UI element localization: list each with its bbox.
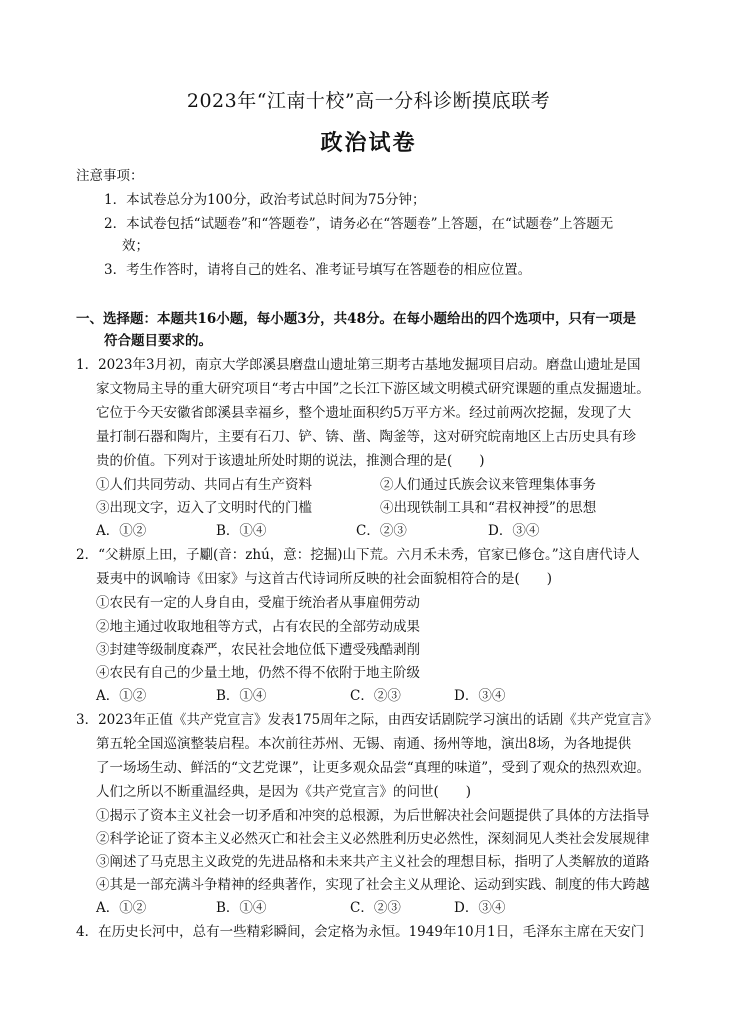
question-4-text: 4．在历史长河中，总有一些精彩瞬间，会定格为永恒。1949年10月1日，毛泽东主席在天安门 — [76, 924, 645, 940]
question-3-option-c: C．②③ — [350, 900, 401, 916]
question-1-statement: ②人们通过氏族会议来管理集体事务 — [380, 477, 596, 493]
question-2-option-c: C．②③ — [350, 688, 401, 704]
question-3-statement: ②科学论证了资本主义必然灭亡和社会主义必然胜利历史必然性，深刻洞见人类社会发展规律 — [96, 831, 650, 847]
question-2-option-d: D．③④ — [454, 688, 506, 704]
question-1-option-d: D．③④ — [488, 523, 540, 539]
question-2-statement: ①农民有一定的人身自由，受雇于统治者从事雇佣劳动 — [96, 595, 420, 611]
question-2-statement: ④农民有自己的少量土地，仍然不得不依附于地主阶级 — [96, 665, 420, 681]
question-1-text: 它位于今天安徽省郎溪县幸福乡，整个遗址面积约5万平方米。经过前两次挖掘，发现了大 — [96, 405, 632, 421]
question-3-text: 3．2023年正值《共产党宣言》发表175周年之际，由西安话剧院学习演出的话剧《共产党宣言》 — [76, 712, 658, 728]
question-2-statement: ③封建等级制度森严，农民社会地位低下遭受残酷剥削 — [96, 642, 420, 658]
question-3-text: 人们之所以不断重温经典，是因为《共产党宣言》的问世( ) — [96, 784, 472, 800]
question-2-option-a: A．①② — [96, 688, 147, 704]
question-3-statement: ③阐述了马克思主义政党的先进品格和未来共产主义社会的理想目标，指明了人类解放的道路 — [96, 854, 650, 870]
exam-subject-title: 政治试卷 — [320, 130, 417, 156]
question-3-option-b: B．①④ — [216, 900, 267, 916]
question-3-statement: ①揭示了资本主义社会一切矛盾和冲突的总根源，为后世解决社会问题提供了具体的方法指导 — [96, 808, 650, 824]
question-2-text: 聂夷中的讽喻诗《田家》与这首古代诗词所反映的社会面貌相符合的是( ) — [96, 571, 553, 587]
notice-item: 3．考生作答时，请将自己的姓名、准考证号填写在答题卷的相应位置。 — [104, 262, 532, 278]
question-1-statement: ③出现文字，迈入了文明时代的门槛 — [96, 500, 312, 516]
exam-title: 2023年“江南十校”高一分科诊断摸底联考 — [186, 90, 551, 112]
question-3-text: 第五轮全国巡演整装启程。本次前往苏州、无锡、南通、扬州等地，演出8场，为各地提供 — [96, 736, 632, 752]
question-2-option-b: B．①④ — [216, 688, 267, 704]
notice-item-continued: 效； — [122, 238, 149, 254]
question-1-option-c: C．②③ — [356, 523, 407, 539]
notice-heading: 注意事项： — [76, 168, 144, 184]
question-3-option-a: A．①② — [96, 900, 147, 916]
question-1-text: 家文物局主导的重大研究项目“考古中国”之长江下游区域文明模式研究课题的重点发掘遗址。 — [96, 381, 650, 397]
question-1-text: 量打制石器和陶片，主要有石刀、铲、锛、凿、陶釜等，这对研究皖南地区上古历史具有珍 — [96, 429, 636, 445]
question-1-text: 贵的价值。下列对于该遗址所处时期的说法，推测合理的是( ) — [96, 453, 485, 469]
question-1-statement: ④出现铁制工具和“君权神授”的思想 — [380, 500, 597, 516]
notice-item: 2．本试卷包括“试题卷”和“答题卷”，请务必在“答题卷”上答题，在“试题卷”上答题无 — [104, 216, 614, 232]
notice-item: 1．本试卷总分为100分，政治考试总时间为75分钟； — [104, 192, 426, 208]
question-3-text: 了一场场生动、鲜活的“文艺党课”，让更多观众品尝“真理的味道”，受到了观众的热烈欢迎。 — [96, 760, 651, 776]
question-3-option-d: D．③④ — [454, 900, 506, 916]
question-1-statement: ①人们共同劳动、共同占有生产资料 — [96, 477, 312, 493]
question-3-statement: ④其是一部充满斗争精神的经典著作，实现了社会主义从理论、运动到实践、制度的伟大跨越 — [96, 877, 650, 893]
question-1-text: 1．2023年3月初，南京大学郎溪县磨盘山遗址第三期考古基地发掘项目启动。磨盘山遗址是国 — [76, 357, 641, 373]
section-heading-continued: 符合题目要求的。 — [104, 333, 212, 349]
question-1-option-a: A．①② — [96, 523, 147, 539]
question-1-option-b: B．①④ — [216, 523, 267, 539]
question-2-text: 2．“父耕原上田，子劚(音：zhú，意：挖掘)山下荒。六月禾未秀，官家已修仓。”这自唐代诗人 — [76, 547, 640, 563]
section-heading: 一、选择题：本题共16小题，每小题3分，共48分。在每小题给出的四个选项中，只有一项是 — [76, 311, 636, 327]
question-2-statement: ②地主通过收取地租等方式，占有农民的全部劳动成果 — [96, 619, 420, 635]
